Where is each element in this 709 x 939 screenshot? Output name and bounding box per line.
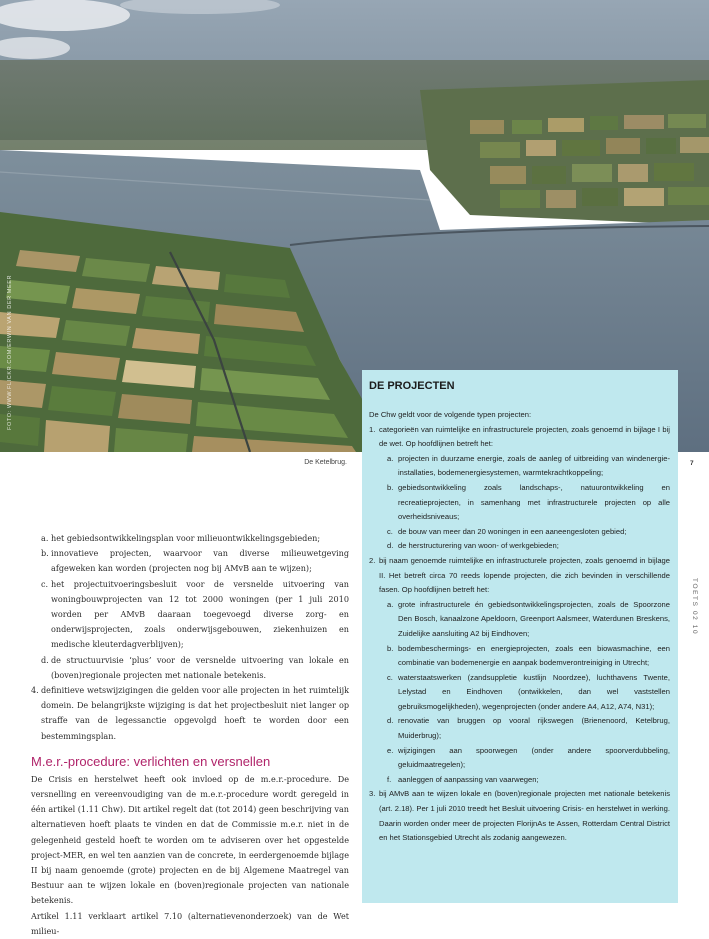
box-sub-item	[379, 452, 670, 481]
journal-name: TOETS 02 10	[691, 578, 698, 636]
list-item-text: wijzigingen aan spoorwegen (onder andere spoorverdubbeling, geluidmaatregelen);	[398, 745, 670, 770]
list-item-text: bij AMvB aan te wijzen lokale en (boven)regionale projecten met nationale betekenis (art. 2.18). Per 1 juli 2010 treedt het Besluit uitvoering Crisis- en herstelwet in werking. Daarin worden onder meer de projecten FlorijnAs te Assen, Rotterdam Central District en het Stationsgebied Utrecht als zodanig aangewezen.	[379, 789, 670, 843]
list-item-text: bij naam genoemde ruimtelijke en infrastructurele projecten, zoals genoemd in bijlage II. Het betreft circa 70 reeds lopende projecten, die zich bevinden in verschillende fasen. Op hoofdlijnen betreft het:	[379, 555, 670, 595]
sub-list	[31, 531, 349, 744]
box-list-item	[369, 423, 670, 452]
body-paragraph: Artikel 1.11 verklaart artikel 7.10 (alternatievenonderzoek) van de Wet milieu-	[31, 910, 349, 936]
list-marker: a.	[387, 599, 394, 609]
list-item-text: gebiedsontwikkeling zoals landschaps-, natuurontwikkeling en recreatieprojecten, in samenhang met infrastructurele projecten op alle overheidsniveaus;	[398, 482, 670, 522]
box-list-item	[369, 787, 670, 845]
list-item	[41, 577, 349, 653]
list-marker: c.	[387, 672, 393, 682]
box-sub-item	[379, 642, 670, 671]
body-paragraph: De Crisis en herstelwet heeft ook invloed op de m.e.r.-procedure. De versnelling en vereenvoudiging van de m.e.r.-procedure wordt geregeld in één artikel (1.11 Chw). Dit artikel regelt dat (tot 2014) geen beschrijving van alternatieven hoeft plaats te vinden en dat de Commissie m.e.r. niet in de gelegenheid gesteld hoeft te worden om te adviseren over het opgestelde project-MER, en wel ten aanzien van de concrete, in eerdergenoemde bijlage II bij naam genoemde (grote) projecten en de bij Algemene Maatregel van Bestuur aan te wijzen lokale en (boven)regionale projecten van nationale betekenis.	[31, 773, 349, 906]
list-item-text: renovatie van bruggen op vooral rijkswegen (Brienenoord, Ketelbrug, Muiderbrug);	[398, 716, 670, 741]
list-marker: a.	[387, 453, 394, 463]
list-item-text: projecten in duurzame energie, zoals de aanleg of uitbreiding van windenergie-installaties, bodemenergiesystemen, warmtekrachtkoppeling;	[398, 453, 670, 478]
page-number: 7	[690, 460, 694, 467]
list-marker: e.	[387, 745, 394, 755]
list-item-text: innovatieve projecten, waarvoor van diverse milieuwetgeving afgeweken kan worden (projecten nog bij AMvB aan te wijzen);	[51, 548, 349, 574]
list-item	[41, 653, 349, 683]
list-item-text: de herstructurering van woon- of werkgebieden;	[398, 541, 559, 551]
box-sub-item	[379, 598, 670, 642]
box-sub-item	[379, 714, 670, 743]
section-title: M.e.r.-procedure: verlichten en versnellen	[31, 753, 271, 769]
list-item-text: de bouw van meer dan 20 woningen in een aaneengesloten gebied;	[398, 526, 627, 536]
list-marker: 3.	[369, 789, 376, 799]
box-sub-item	[379, 744, 670, 773]
list-item	[41, 546, 349, 576]
list-marker: d.	[387, 541, 394, 551]
box-list-item	[369, 554, 670, 598]
list-marker: b.	[41, 548, 49, 559]
box-sub-item	[379, 671, 670, 715]
list-item-text: het gebiedsontwikkelingsplan voor milieuontwikkelingsgebieden;	[51, 533, 321, 543]
list-item-text: categorieën van ruimtelijke en infrastructurele projecten, zoals genoemd in bijlage I bij de wet. Op hoofdlijnen betreft het:	[379, 424, 670, 449]
list-marker: c.	[387, 526, 393, 536]
box-sub-item	[379, 525, 670, 540]
box-sub-item	[379, 773, 670, 788]
box-intro: De Chw geldt voor de volgende typen projecten:	[369, 410, 532, 419]
list-item-text: grote infrastructurele én gebiedsontwikkelingsprojecten, zoals de Spoorzone Den Bosch, kanaalzone Apeldoorn, Greenport Aalsmeer, Waterdunen Breskens, Zuidelijke aansluiting A2 bij Eindhoven;	[398, 599, 670, 638]
list-item-text: het projectuitvoeringsbesluit voor de versnelde uitvoering van woningbouwprojecten van 12 tot 2000 woningen (per 1 juli 2010 worden per AMvB daaraan toegevoegd diverse zorg- en onderwijsprojecten, zoals onderwijsgebouwen, ziekenhuizen en medische kleuterdagverblijven);	[51, 578, 349, 650]
list-item-text: bodembeschermings- en energieprojecten, zoals een biowasmachine, een combinatie van bodemenergie en aanpak bodemverontreiniging in Utrecht;	[398, 643, 670, 668]
list-marker: 2.	[369, 555, 376, 565]
list-item-text: definitieve wetswijzigingen die gelden voor alle projecten in het ruimtelijk domein. De belangrijkste wijziging is dat het projectbesluit niet langer op straffe van de legessanctie opgevolgd hoeft te worden door een bestemmingsplan.	[41, 685, 349, 741]
box-sub-item	[379, 481, 670, 525]
list-item-text: de structuurvisie ‘plus’ voor de versnelde uitvoering van lokale en (boven)regionale projecten met nationale betekenis.	[51, 654, 349, 680]
box-title: DE PROJECTEN	[369, 380, 455, 392]
main-text-column	[31, 531, 349, 939]
list-marker: d.	[41, 654, 49, 665]
list-item	[31, 683, 349, 744]
list-marker: c.	[41, 578, 49, 589]
list-marker: a.	[41, 533, 49, 543]
list-item-text: waterstaatswerken (zandsuppletie kustlijn Noordzee), luchthavens Twente, Lelystad en Eindhoven (ontwikkelen, dan wel vaststellen gebruiksmogelijkheden), wegenprojecten (onder andere A4, A12, A74, N31);	[398, 672, 670, 711]
list-marker: b.	[387, 482, 394, 492]
list-marker: d.	[387, 716, 394, 726]
box-list	[369, 423, 670, 846]
box-sub-item	[379, 539, 670, 554]
list-marker: 1.	[369, 424, 376, 434]
list-marker: 4.	[31, 685, 39, 696]
photo-credit: FOTO: WWW.FLICKR.COM/ERWIN VAN DER MEER	[7, 274, 13, 430]
projects-box	[362, 370, 678, 903]
list-marker: f.	[387, 774, 392, 784]
list-item-text: aanleggen of aanpassing van vaarwegen;	[398, 774, 539, 784]
list-marker: b.	[387, 643, 394, 653]
list-item	[41, 531, 349, 546]
photo-caption: De Ketelbrug.	[304, 459, 347, 466]
